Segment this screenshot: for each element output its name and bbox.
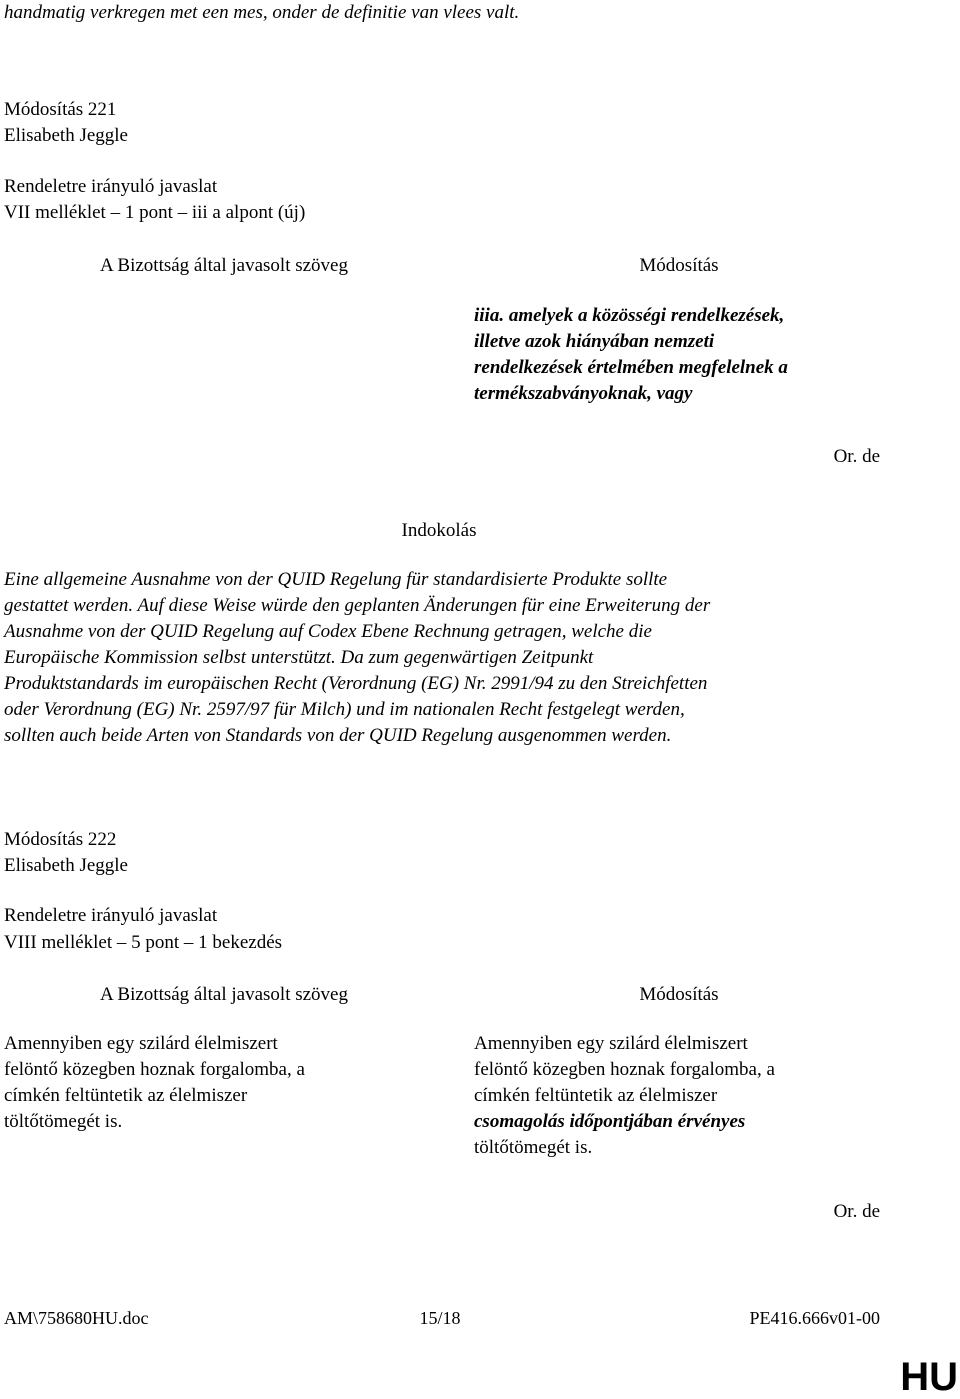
- amendment-221-amendment-heading: Módosítás: [639, 255, 719, 276]
- justification-line: Produktstandards im europäischen Recht (Verordnung (EG) Nr. 2991/94 zu den Streichfetten: [4, 673, 708, 694]
- justification-text: [4, 567, 874, 749]
- amendment-222-reference: VIII melléklet – 5 pont – 1 bekezdés: [4, 932, 283, 953]
- amendment-222-commission-heading: A Bizottság által javasolt szöveg: [99, 984, 348, 1005]
- amendment-221-amendment-text: [474, 303, 954, 407]
- footer-page-number: 15/18: [419, 1308, 461, 1328]
- justification-heading: Indokolás: [401, 520, 477, 541]
- amendment-222-proposal: Rendeletre irányuló javaslat: [4, 905, 218, 926]
- language-code: HU: [900, 1355, 958, 1399]
- amendment-222-commission-line: címkén feltüntetik az élelmiszer: [4, 1085, 248, 1106]
- amendment-222-original-language: Or. de: [833, 1201, 880, 1222]
- justification-line: Eine allgemeine Ausnahme von der QUID Regelung für standardisierte Produkte sollte: [4, 569, 668, 590]
- amendment-221-proposal: Rendeletre irányuló javaslat: [4, 176, 218, 197]
- justification-line: gestattet werden. Auf diese Weise würde den geplanten Änderungen für eine Erweiterung der: [4, 595, 711, 616]
- amendment-221-amendment-line: rendelkezések értelmében megfelelnek a: [474, 357, 788, 378]
- amendment-222-amendment-line: címkén feltüntetik az élelmiszer: [474, 1085, 718, 1106]
- amendment-222-number: Módosítás 222: [4, 829, 117, 850]
- amendment-222-amendment-heading: Módosítás: [639, 984, 719, 1005]
- amendment-221-commission-heading: A Bizottság által javasolt szöveg: [99, 255, 348, 276]
- amendment-221-author: Elisabeth Jeggle: [4, 125, 128, 146]
- amendment-222-commission-line: töltőtömegét is.: [4, 1111, 123, 1132]
- amendment-222-commission-line: Amennyiben egy szilárd élelmiszert: [4, 1033, 278, 1054]
- amendment-221-amendment-line: illetve azok hiányában nemzeti: [474, 331, 715, 352]
- amendment-221-amendment-line: termékszabványoknak, vagy: [474, 383, 693, 404]
- amendment-221-original-language: Or. de: [833, 446, 880, 467]
- amendment-221-number: Módosítás 221: [4, 99, 117, 120]
- continuation-text: handmatig verkregen met een mes, onder de definitie van vlees valt.: [4, 2, 520, 23]
- amendment-222-amendment-text: [474, 1031, 954, 1161]
- amendment-222-author: Elisabeth Jeggle: [4, 855, 128, 876]
- justification-line: Europäische Kommission selbst unterstützt. Da zum gegenwärtigen Zeitpunkt: [4, 647, 594, 668]
- amendment-222-amendment-line: felöntő közegben hoznak forgalomba, a: [474, 1059, 775, 1080]
- amendment-221-reference: VII melléklet – 1 pont – iii a alpont (új): [4, 202, 306, 223]
- amendment-222-amendment-line-inserted: csomagolás időpontjában érvényes: [474, 1111, 746, 1132]
- footer-pe-reference: PE416.666v01-00: [749, 1308, 880, 1328]
- amendment-222-commission-line: felöntő közegben hoznak forgalomba, a: [4, 1059, 305, 1080]
- justification-line: oder Verordnung (EG) Nr. 2597/97 für Milch) und im nationalen Recht festgelegt werden,: [4, 699, 685, 720]
- amendment-222-commission-text: [4, 1031, 444, 1135]
- justification-line: sollten auch beide Arten von Standards von der QUID Regelung ausgenommen werden.: [4, 725, 672, 746]
- amendment-222-amendment-line: Amennyiben egy szilárd élelmiszert: [474, 1033, 748, 1054]
- footer-doc-reference: AM\758680HU.doc: [4, 1308, 149, 1328]
- amendment-221-amendment-line: iiia. amelyek a közösségi rendelkezések,: [474, 305, 785, 326]
- justification-line: Ausnahme von der QUID Regelung auf Codex Ebene Rechnung getragen, welche die: [4, 621, 652, 642]
- amendment-222-amendment-line: töltőtömegét is.: [474, 1137, 593, 1158]
